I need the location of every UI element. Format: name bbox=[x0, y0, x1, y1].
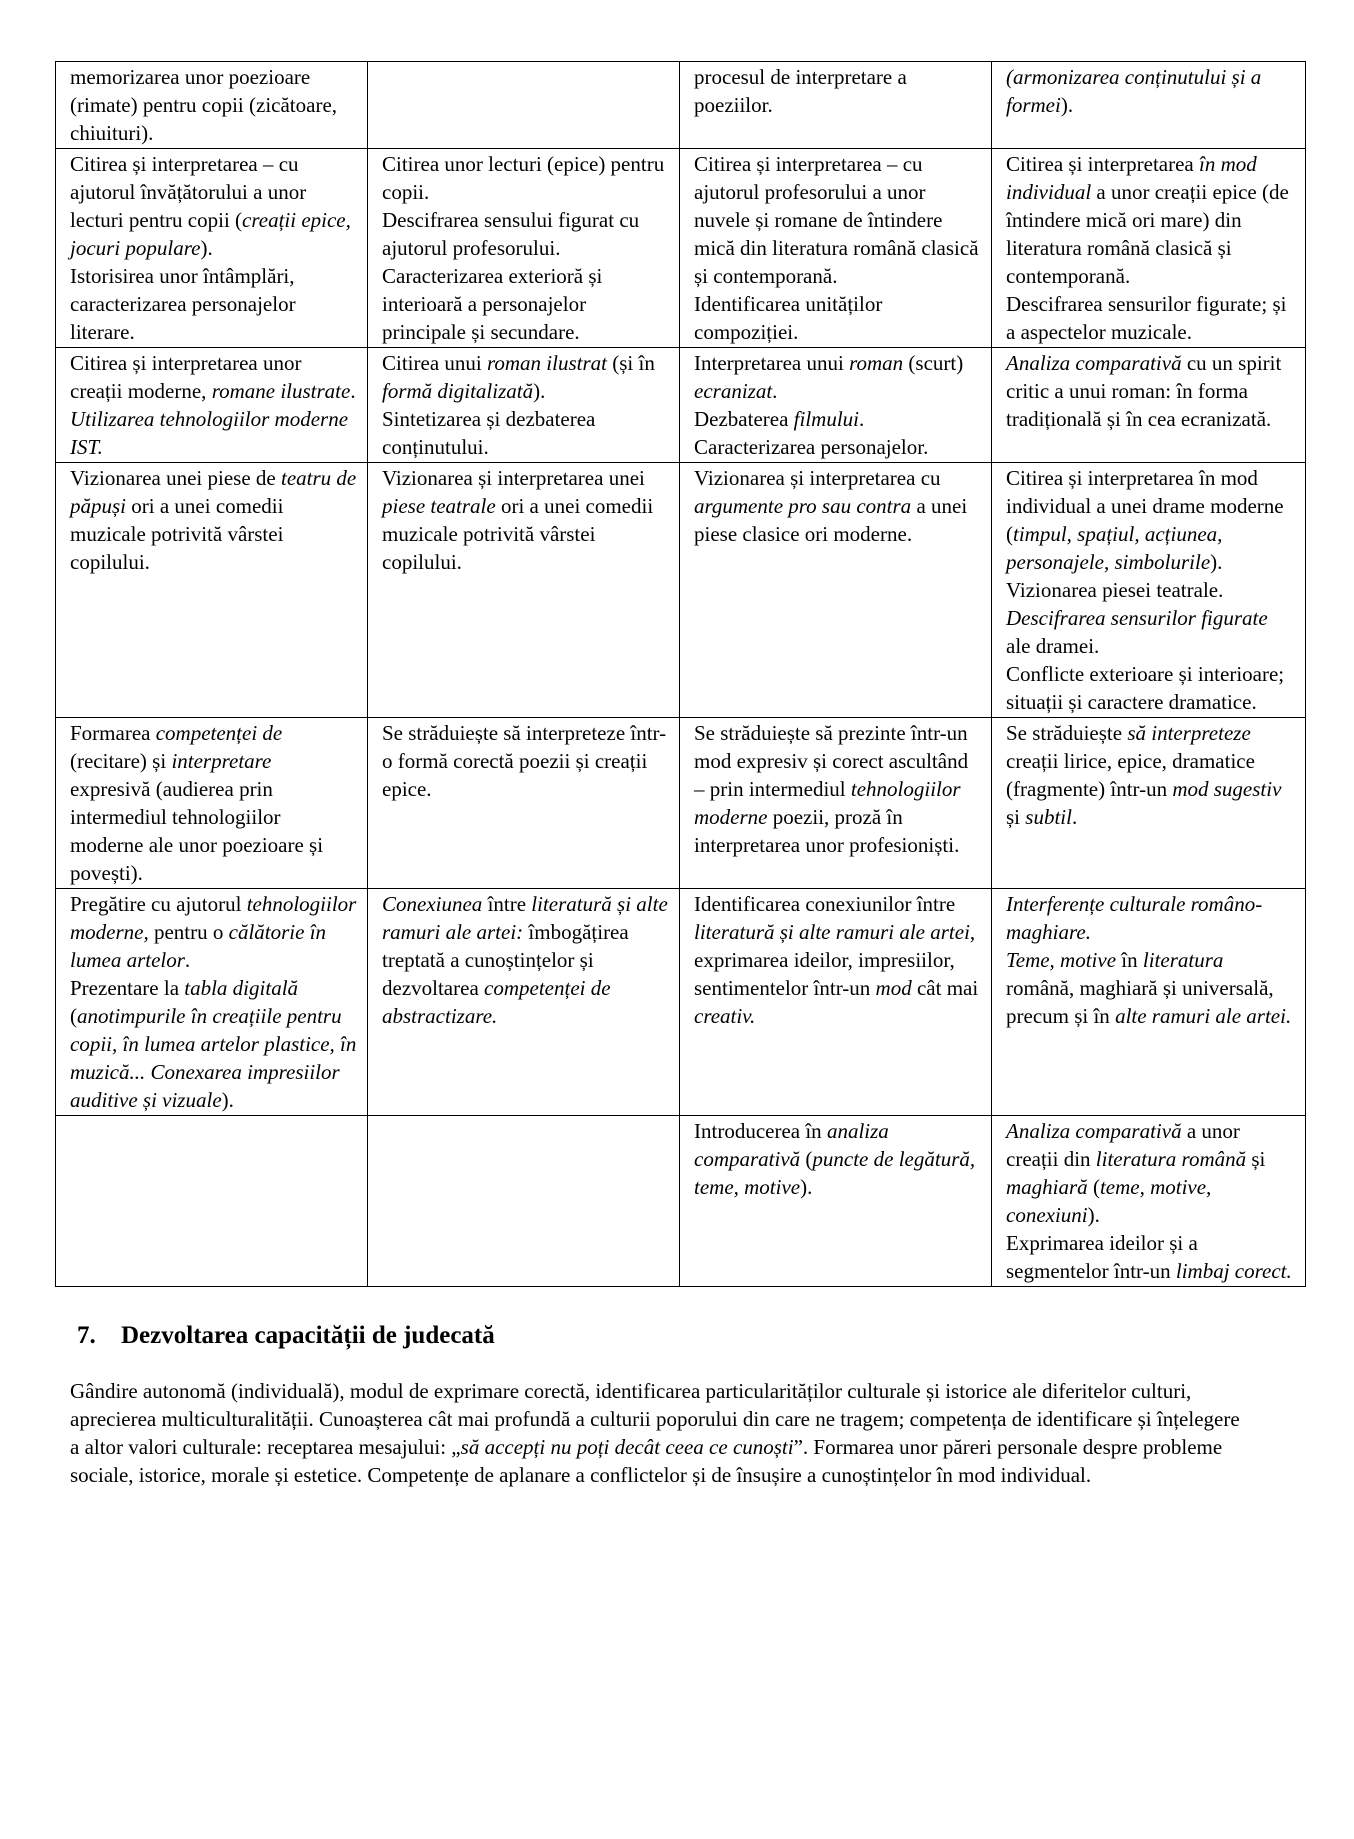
text-run: Vizionarea și interpretarea unei bbox=[382, 466, 645, 490]
text-run: Exprimarea ideilor și a segmentelor într-un bbox=[1006, 1231, 1198, 1283]
table-cell bbox=[368, 1116, 680, 1287]
text-run: (scurt) bbox=[903, 351, 964, 375]
text-run: . bbox=[350, 379, 356, 403]
table-row bbox=[56, 348, 1306, 463]
curriculum-table-body bbox=[56, 62, 1306, 1287]
table-cell bbox=[56, 62, 368, 149]
italic-text-run: interpretare bbox=[171, 749, 272, 773]
text-run: și bbox=[1246, 1147, 1266, 1171]
text-run: ( bbox=[1087, 1175, 1100, 1199]
text-run: (și în bbox=[606, 351, 655, 375]
text-run: între bbox=[482, 892, 532, 916]
text-run: Citirea și interpretarea unor creații moderne, bbox=[70, 351, 302, 403]
section-number: 7. bbox=[77, 1322, 96, 1349]
text-run: cu un spirit critic a unui roman: în forma tradițională și în cea ecranizată. bbox=[1006, 351, 1282, 431]
table-cell bbox=[992, 889, 1306, 1116]
italic-text-run: teme, motive, conexiuni bbox=[1006, 1175, 1212, 1227]
text-run: poezii, proză în interpretarea unor profesioniști. bbox=[694, 805, 960, 857]
text-run: Caracterizarea personajelor. bbox=[694, 435, 929, 459]
table-cell bbox=[56, 463, 368, 718]
table-row bbox=[56, 718, 1306, 889]
italic-text-run: Interferențe culturale româno- maghiare. bbox=[1006, 892, 1263, 944]
text-run: ale dramei. bbox=[1006, 634, 1100, 658]
text-run: Citirea unor lecturi (epice) pentru copii. bbox=[382, 152, 665, 204]
italic-text-run: să interpreteze bbox=[1127, 721, 1251, 745]
italic-text-run: roman bbox=[849, 351, 904, 375]
text-run: Introducerea în bbox=[694, 1119, 827, 1143]
table-cell bbox=[368, 463, 680, 718]
table-cell bbox=[368, 62, 680, 149]
table-cell bbox=[56, 889, 368, 1116]
table-row bbox=[56, 62, 1306, 149]
text-run: Vizionarea piesei teatrale. bbox=[1006, 578, 1224, 602]
italic-text-run: roman ilustrat bbox=[486, 351, 607, 375]
table-cell bbox=[368, 718, 680, 889]
table-cell bbox=[368, 149, 680, 348]
italic-text-run: literatura bbox=[1142, 948, 1224, 972]
table-cell bbox=[56, 1116, 368, 1287]
text-run: Vizionarea unei piese de bbox=[70, 466, 281, 490]
table-cell bbox=[680, 718, 992, 889]
text-run: Sintetizarea și dezbaterea conținutului. bbox=[382, 407, 596, 459]
text-run: a unor creații din bbox=[1006, 1119, 1240, 1171]
table-cell bbox=[368, 889, 680, 1116]
text-run: ). bbox=[200, 236, 213, 260]
table-cell bbox=[56, 718, 368, 889]
text-run: ). bbox=[800, 1175, 813, 1199]
text-run: Istorisirea unor întâmplări, caracterizarea personajelor literare. bbox=[70, 264, 296, 344]
italic-text-run: tabla digitală bbox=[184, 976, 299, 1000]
text-run: Caracterizarea exterioră și interioară a personajelor principale și secundare. bbox=[382, 264, 603, 344]
text-run: ). bbox=[1060, 93, 1074, 117]
italic-text-run: să accepți nu poți decât ceea ce cunoști bbox=[460, 1435, 794, 1459]
italic-text-run: mod bbox=[875, 976, 912, 1000]
text-run: Pregătire cu ajutorul bbox=[70, 892, 247, 916]
italic-text-run: literatură și alte ramuri ale artei bbox=[694, 920, 970, 944]
text-run: Prezentare la bbox=[70, 976, 185, 1000]
table-cell bbox=[992, 1116, 1306, 1287]
text-run: îmbogățirea treptată a cunoștințelor și dezvoltarea bbox=[382, 920, 629, 1000]
text-run: Identificarea unităților compoziției. bbox=[694, 292, 883, 344]
text-run: Descifrarea sensurilor figurate; și a aspectelor muzicale. bbox=[1006, 292, 1287, 344]
table-cell bbox=[56, 149, 368, 348]
text-run: . bbox=[184, 948, 191, 972]
italic-text-run: analiza comparativă bbox=[694, 1119, 889, 1171]
italic-text-run: tehnologiilor moderne bbox=[694, 777, 961, 829]
italic-text-run: călătorie în lumea artelor bbox=[70, 920, 327, 972]
text-run: Identificarea conexiunilor între bbox=[694, 892, 956, 916]
italic-text-run: mod sugestiv bbox=[1172, 777, 1282, 801]
table-row bbox=[56, 1116, 1306, 1287]
curriculum-table bbox=[55, 61, 1306, 1287]
text-run: expresivă (audierea prin intermediul tehnologiilor moderne ale unor poezioare și povești). bbox=[70, 777, 324, 885]
text-run: memorizarea unor poezioare (rimate) pentru copii (zicătoare, chiuituri). bbox=[70, 65, 338, 145]
italic-text-run: (armonizarea conținutului și a formei bbox=[1006, 65, 1262, 117]
italic-text-run: competenței de bbox=[155, 721, 283, 745]
table-cell bbox=[56, 348, 368, 463]
text-run: ). bbox=[1087, 1203, 1100, 1227]
text-run: Citirea unui bbox=[382, 351, 487, 375]
text-run: ori a unei comedii muzicale potrivită vârstei copilului. bbox=[382, 494, 654, 574]
section-paragraph bbox=[70, 1377, 1250, 1489]
italic-text-run: literatură și alte ramuri ale artei: bbox=[382, 892, 668, 944]
text-run: pentru o bbox=[148, 920, 229, 944]
italic-text-run: timpul, spațiul, acțiunea, personajele, simbolurile bbox=[1006, 522, 1223, 574]
table-row bbox=[56, 149, 1306, 348]
italic-text-run: creativ. bbox=[694, 1004, 756, 1028]
table-cell bbox=[680, 149, 992, 348]
text-run: ). bbox=[1210, 550, 1223, 574]
italic-text-run: argumente pro sau contra bbox=[694, 494, 912, 518]
text-run: Citirea și interpretarea bbox=[1006, 152, 1199, 176]
italic-text-run: ecranizat bbox=[694, 379, 773, 403]
italic-text-run: Teme, motive bbox=[1006, 948, 1117, 972]
table-cell bbox=[992, 149, 1306, 348]
italic-text-run: tehnologiilor moderne, bbox=[70, 892, 357, 944]
italic-text-run: anotimpurile în creațiile pentru copii, în lumea artelor plastice, în muzică... Conexarea impresiilor auditive și vizuale bbox=[70, 1004, 357, 1112]
text-run: Citirea și interpretarea – cu ajutorul profesorului a unor nuvele și romane de întindere mică din literatura română clasică și contemporană. bbox=[694, 152, 979, 288]
text-run: în bbox=[1116, 948, 1143, 972]
italic-text-run: formă digitalizată bbox=[382, 379, 534, 403]
italic-text-run: puncte de legătură, teme, motive bbox=[694, 1147, 976, 1199]
italic-text-run: Conexiunea bbox=[382, 892, 483, 916]
table-cell bbox=[368, 348, 680, 463]
table-cell bbox=[680, 1116, 992, 1287]
text-run: . bbox=[1071, 805, 1078, 829]
italic-text-run: Utilizarea tehnologiilor moderne IST. bbox=[70, 407, 349, 459]
text-run: creații lirice, epice, dramatice (fragmente) într-un bbox=[1006, 749, 1255, 801]
italic-text-run: filmului bbox=[793, 407, 860, 431]
document-page bbox=[55, 61, 1305, 1489]
section-heading bbox=[77, 1321, 1305, 1351]
text-run: . bbox=[859, 407, 865, 431]
table-cell bbox=[680, 463, 992, 718]
text-run: a unei piese clasice ori moderne. bbox=[694, 494, 968, 546]
table-cell bbox=[680, 348, 992, 463]
text-run: ( bbox=[70, 1004, 77, 1028]
text-run: , exprimarea ideilor, impresiilor, sentimentelor într-un bbox=[694, 920, 976, 1000]
section-title: Dezvoltarea capacității de judecată bbox=[121, 1322, 495, 1349]
text-run: Formarea bbox=[70, 721, 156, 745]
italic-text-run: literatura română bbox=[1095, 1147, 1247, 1171]
text-run: română, maghiară și universală, precum și în bbox=[1006, 976, 1274, 1028]
table-cell bbox=[992, 348, 1306, 463]
text-run: cât mai bbox=[911, 976, 979, 1000]
text-run: Vizionarea și interpretarea cu bbox=[694, 466, 941, 490]
table-cell bbox=[992, 718, 1306, 889]
table-cell bbox=[992, 463, 1306, 718]
text-run: Conflicte exterioare și interioare; situații și caractere dramatice. bbox=[1006, 662, 1285, 714]
italic-text-run: romane ilustrate bbox=[211, 379, 351, 403]
italic-text-run: Analiza comparativă bbox=[1006, 351, 1182, 375]
italic-text-run: subtil bbox=[1025, 805, 1072, 829]
table-cell bbox=[992, 62, 1306, 149]
italic-text-run: creații epice, jocuri populare bbox=[70, 208, 351, 260]
italic-text-run: competenței de abstractizare. bbox=[382, 976, 611, 1028]
italic-text-run: limbaj corect. bbox=[1175, 1259, 1292, 1283]
italic-text-run: în mod individual bbox=[1006, 152, 1257, 204]
table-cell bbox=[680, 889, 992, 1116]
text-run: Citirea și interpretarea – cu ajutorul învățătorului a unor lecturi pentru copii ( bbox=[70, 152, 307, 232]
text-run: (recitare) și bbox=[70, 749, 172, 773]
table-row bbox=[56, 889, 1306, 1116]
text-run: Gândire autonomă (individuală), modul de exprimare corectă, identificarea particularităților culturale și istorice ale diferitelor culturi, aprecierea multiculturalității. Cunoașterea cât mai profundă a culturii poporului din care ne tragem; competența de identificare și înțelegere a altor valori culturale: receptarea mesajului: „ bbox=[70, 1379, 1240, 1459]
table-cell bbox=[680, 62, 992, 149]
text-run: . bbox=[772, 379, 778, 403]
text-run: și bbox=[1006, 805, 1026, 829]
text-run: Se străduiește să interpreteze într-o formă corectă poezii și creații epice. bbox=[382, 721, 667, 801]
text-run: Citirea și interpretarea în mod individual a unei drame moderne ( bbox=[1006, 466, 1284, 546]
italic-text-run: alte ramuri ale artei. bbox=[1115, 1004, 1292, 1028]
italic-text-run: maghiară bbox=[1006, 1175, 1088, 1199]
italic-text-run: Analiza comparativă bbox=[1006, 1119, 1182, 1143]
text-run: ( bbox=[800, 1147, 813, 1171]
text-run: ”. Formarea unor păreri personale despre probleme sociale, istorice, morale și estetice. Competențe de aplanare a conflictelor și de însușire a cunoștințelor în mod individual. bbox=[70, 1435, 1223, 1487]
text-run: a unor creații epice (de întindere mică ori mare) din literatura română clasică și contemporană. bbox=[1006, 180, 1289, 288]
italic-text-run: teatru de păpuși bbox=[70, 466, 357, 518]
italic-text-run: piese teatrale bbox=[382, 494, 496, 518]
table-row bbox=[56, 463, 1306, 718]
text-run: ). bbox=[533, 379, 546, 403]
text-run: Dezbaterea bbox=[694, 407, 794, 431]
text-run: procesul de interpretare a poeziilor. bbox=[694, 65, 907, 117]
text-run: ). bbox=[221, 1088, 234, 1112]
text-run: Descifrarea sensului figurat cu ajutorul profesorului. bbox=[382, 208, 640, 260]
text-run: ori a unei comedii muzicale potrivită vârstei copilului. bbox=[70, 494, 284, 574]
italic-text-run: Descifrarea sensurilor figurate bbox=[1006, 606, 1268, 630]
text-run: Se străduiește să prezinte într-un mod expresiv și corect ascultând – prin intermediul bbox=[694, 721, 969, 801]
text-run: Se străduiește bbox=[1006, 721, 1128, 745]
text-run: Interpretarea unui bbox=[694, 351, 850, 375]
